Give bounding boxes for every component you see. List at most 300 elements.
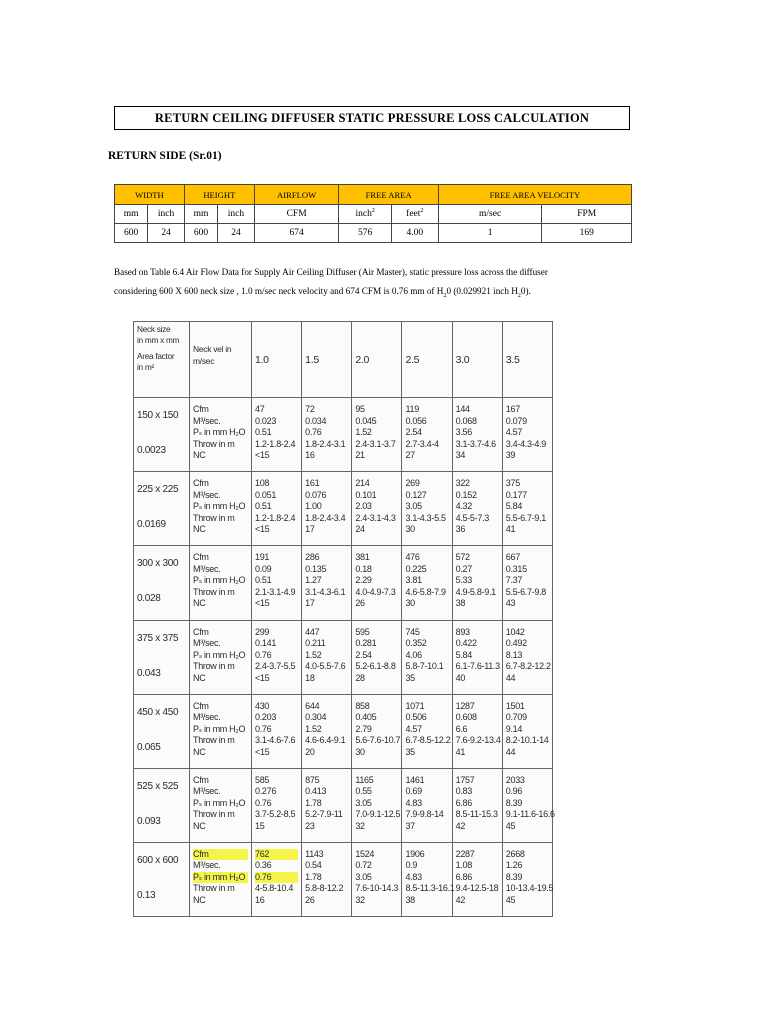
paragraph-line-1: Based on Table 6.4 Air Flow Data for Supply Air Ceiling Diffuser (Air Master), static pressure loss across the diffuser — [114, 267, 548, 277]
calc-value: 24 — [148, 224, 185, 243]
airflow-value: 0.69 — [405, 786, 422, 797]
airflow-value: <15 — [255, 524, 270, 535]
airflow-value: 0.608 — [455, 712, 477, 723]
airflow-value: 0.72 — [355, 860, 372, 871]
airflow-value: 0.709 — [505, 712, 527, 723]
parameter-label: Pₛ in mm H₂O — [193, 501, 246, 512]
airflow-value: 16 — [305, 450, 315, 461]
airflow-value: 35 — [405, 672, 415, 683]
calc-unit: inch — [218, 205, 255, 224]
airflow-value: 0.281 — [355, 638, 377, 648]
airflow-value-cell — [452, 546, 502, 620]
airflow-value: 20 — [305, 746, 315, 757]
airflow-value: 2287 — [455, 848, 475, 859]
airflow-value: 41 — [455, 746, 466, 757]
airflow-value: 430 — [255, 700, 270, 711]
airflow-value: 1.2-1.8-2.4 — [255, 438, 296, 449]
airflow-value: 23 — [305, 820, 315, 831]
airflow-value: 0.177 — [505, 489, 527, 500]
calc-unit: CFM — [254, 205, 339, 224]
airflow-value-cell — [302, 546, 352, 620]
airflow-value-cell — [402, 768, 452, 842]
airflow-value: <15 — [255, 450, 270, 461]
airflow-value: 299 — [255, 626, 270, 637]
airflow-value: 4.57 — [505, 427, 523, 438]
airflow-value: 1906 — [405, 848, 425, 859]
airflow-value: 0.422 — [455, 638, 477, 648]
airflow-value: 3.05 — [405, 501, 422, 512]
airflow-value: 1461 — [405, 774, 425, 785]
parameter-labels-cell — [190, 768, 252, 842]
airflow-value-cell — [502, 842, 552, 916]
airflow-value-cell — [302, 842, 352, 916]
neck-size-value: 600 x 600 — [137, 854, 179, 866]
calc-unit: inch$^2$ — [339, 205, 391, 224]
airflow-value: 15 — [255, 820, 265, 831]
calc-header-free-area-velocity: FREE AREA VELOCITY — [438, 185, 631, 205]
neck-size-value: 150 x 150 — [137, 410, 179, 422]
parameter-label: Cfm — [193, 849, 248, 861]
parameter-labels-cell — [190, 694, 252, 768]
airflow-value: 0.83 — [455, 786, 472, 797]
airflow-value: 0.034 — [305, 415, 327, 426]
airflow-value: 2.29 — [355, 575, 372, 586]
airflow-value-cell — [252, 694, 302, 768]
airflow-value: 0.76 — [255, 872, 298, 884]
airflow-value: 447 — [305, 626, 320, 637]
airflow-value: 17 — [305, 524, 315, 535]
airflow-value: 0.506 — [405, 712, 427, 723]
airflow-value: 37 — [405, 820, 415, 831]
calc-header-airflow: AIRFLOW — [254, 185, 339, 205]
airflow-value: 26 — [305, 894, 315, 905]
airflow-value-cell — [252, 842, 302, 916]
airflow-value: 644 — [305, 700, 320, 711]
neck-size-cell — [134, 546, 190, 620]
calc-value: 600 — [184, 224, 217, 243]
airflow-value: 4.83 — [405, 871, 422, 882]
airflow-value: 0.413 — [305, 786, 327, 797]
airflow-value: 745 — [405, 626, 420, 637]
calc-unit: m/sec — [438, 205, 542, 224]
airflow-value: 0.127 — [405, 489, 427, 500]
airflow-value: 7.9-9.8-14 — [405, 809, 444, 820]
airflow-value-cell — [502, 768, 555, 842]
airflow-value: 3.81 — [405, 575, 422, 586]
airflow-value: 16 — [255, 894, 265, 905]
airflow-value: <15 — [255, 598, 270, 609]
velocity-header: 3.0 — [452, 322, 502, 398]
airflow-value: 2.54 — [405, 427, 422, 438]
airflow-value: 1.2-1.8-2.4 — [255, 512, 296, 523]
parameter-labels-cell — [190, 398, 252, 472]
airflow-value-cell — [302, 398, 352, 472]
airflow-value: 3.7-5.2-8.5 — [255, 809, 296, 820]
airflow-value: 39 — [505, 450, 516, 461]
velocity-header: 1.0 — [252, 322, 302, 398]
airflow-value: 72 — [305, 404, 315, 415]
parameter-label: Throw in m — [193, 512, 235, 523]
airflow-value: 4-5.8-10.4 — [255, 883, 294, 894]
airflow-value: 30 — [355, 746, 365, 757]
airflow-value: 5.33 — [455, 575, 472, 586]
airflow-value-cell — [502, 398, 552, 472]
airflow-value: 6.7-8.5-12.2 — [405, 735, 451, 746]
airflow-value: 4.6-5.8-7.9 — [405, 586, 446, 597]
airflow-value: 2.7-3.4-4 — [405, 438, 439, 449]
airflow-value: 0.405 — [355, 712, 377, 723]
airflow-value: 0.045 — [355, 415, 377, 426]
airflow-value: 167 — [505, 404, 520, 415]
airflow-value: 7.0-9.1-12.5 — [355, 809, 401, 820]
airflow-value: 0.225 — [405, 563, 427, 574]
parameter-label: M³/sec. — [193, 563, 221, 574]
airflow-value: 6.86 — [455, 797, 472, 808]
airflow-value: 1.27 — [305, 575, 322, 586]
airflow-value: 0.51 — [255, 575, 272, 586]
airflow-value: 5.8-7-10.1 — [405, 661, 444, 671]
airflow-value: 476 — [405, 552, 420, 563]
airflow-value: 5.5-6.7-9.8 — [505, 586, 547, 597]
airflow-value: 0.18 — [355, 563, 372, 574]
airflow-value: 28 — [355, 672, 365, 683]
air-flow-data-table — [133, 321, 553, 917]
airflow-value: 44 — [505, 746, 516, 757]
airflow-value: 0.023 — [255, 415, 277, 426]
airflow-value: 322 — [455, 478, 470, 489]
airflow-value-cell — [502, 546, 552, 620]
airflow-value: 595 — [355, 626, 370, 637]
airflow-value-cell — [402, 398, 452, 472]
airflow-value: 585 — [255, 774, 270, 785]
parameter-label: Pₛ in mm H₂O — [193, 649, 246, 660]
airflow-value: 6.7-8.2-12.2 — [505, 661, 551, 671]
airflow-value: 10-13.4-19.5 — [505, 883, 554, 894]
airflow-value: 5.84 — [455, 649, 472, 660]
airflow-value: 32 — [355, 894, 365, 905]
airflow-value: 0.76 — [255, 649, 272, 660]
airflow-value: 1.52 — [305, 723, 322, 734]
airflow-value: 4.5-5-7.3 — [455, 512, 489, 523]
parameter-label: Throw in m — [193, 735, 235, 746]
airflow-value: 7.37 — [505, 575, 523, 586]
airflow-value-cell — [252, 546, 302, 620]
airflow-value: 269 — [405, 478, 420, 489]
area-factor-value: 0.043 — [137, 667, 161, 679]
airflow-value: 9.4-12.5-18 — [455, 883, 499, 894]
airflow-value: 875 — [305, 774, 320, 785]
neck-size-value: 225 x 225 — [137, 484, 179, 496]
airflow-value: 1165 — [355, 774, 374, 785]
velocity-header: 2.0 — [352, 322, 402, 398]
parameter-labels-cell — [190, 620, 252, 694]
parameter-label: M³/sec. — [193, 638, 221, 648]
airflow-value: 0.54 — [305, 860, 322, 871]
airflow-value: 17 — [305, 598, 315, 609]
parameter-labels-cell — [190, 546, 252, 620]
airflow-value: 1.26 — [505, 860, 523, 871]
area-factor-value: 0.0169 — [137, 519, 166, 531]
airflow-value: 8.13 — [505, 649, 523, 660]
velocity-header: 1.5 — [302, 322, 352, 398]
calc-header-height: HEIGHT — [184, 185, 254, 205]
calc-unit: inch — [148, 205, 185, 224]
airflow-value: 3.1-4.6-7.6 — [255, 735, 296, 746]
airflow-value: 1.78 — [305, 871, 322, 882]
airflow-value: 5.2-6.1-8.8 — [355, 661, 396, 671]
ref-header-row — [134, 322, 553, 398]
airflow-value: 0.056 — [405, 415, 427, 426]
airflow-value-cell — [302, 694, 352, 768]
airflow-value: 4.6-6.4-9.1 — [305, 735, 346, 746]
airflow-value-cell — [352, 472, 402, 546]
airflow-value-cell — [352, 398, 402, 472]
airflow-value-cell — [302, 768, 352, 842]
airflow-value: 1.08 — [455, 860, 472, 871]
airflow-value: 1.78 — [305, 797, 322, 808]
neck-size-cell — [134, 472, 190, 546]
parameter-label: NC — [193, 524, 206, 535]
ref-table-row — [134, 842, 553, 916]
airflow-value: 3.4-4.3-4.9 — [505, 438, 547, 449]
airflow-value: 1071 — [405, 700, 425, 711]
airflow-value: 42 — [455, 820, 466, 831]
ref-table-row — [134, 398, 553, 472]
airflow-value: 3.1-4.3-6.1 — [305, 586, 346, 597]
airflow-value: 5.84 — [505, 501, 523, 512]
parameter-label: Throw in m — [193, 883, 235, 894]
parameter-label: Throw in m — [193, 661, 235, 671]
parameter-label: NC — [193, 598, 206, 609]
neck-size-header: Neck size in mm x mm Area factor in m² — [134, 322, 190, 398]
section-heading: RETURN SIDE (Sr.01) — [108, 150, 222, 162]
neck-size-cell — [134, 842, 190, 916]
airflow-value: 108 — [255, 478, 270, 489]
airflow-value: 4.0-5.5-7.6 — [305, 661, 346, 671]
neck-size-cell — [134, 694, 190, 768]
neck-size-value: 375 x 375 — [137, 632, 179, 644]
airflow-value-cell — [252, 768, 302, 842]
airflow-value: 0.76 — [255, 723, 272, 734]
airflow-value: 572 — [455, 552, 470, 563]
airflow-value: 1.00 — [305, 501, 322, 512]
airflow-value: 8.5-11.3-16.1 — [405, 883, 455, 894]
airflow-value: 40 — [455, 672, 466, 683]
airflow-value: 2.1-3.1-4.9 — [255, 586, 296, 597]
airflow-value: 4.06 — [405, 649, 422, 660]
airflow-value: 858 — [355, 700, 370, 711]
airflow-value: 1524 — [355, 848, 375, 859]
calc-value: 600 — [115, 224, 148, 243]
airflow-value: 8.39 — [505, 797, 523, 808]
airflow-value: 34 — [455, 450, 466, 461]
ref-table-row — [134, 694, 553, 768]
airflow-value: 3.1-4.3-5.5 — [405, 512, 446, 523]
neck-size-value: 300 x 300 — [137, 558, 179, 570]
parameter-label: NC — [193, 746, 206, 757]
airflow-value: 2.03 — [355, 501, 372, 512]
airflow-value: 45 — [505, 894, 516, 905]
airflow-value: 0.51 — [255, 501, 272, 512]
airflow-value: 4.0-4.9-7.3 — [355, 586, 396, 597]
paragraph-line-2: considering 600 X 600 neck size , 1.0 m/sec neck velocity and 674 CFM is 0.76 mm of $H_20$ (0.029921 inch $H_20$). — [114, 286, 531, 299]
calc-value: 24 — [218, 224, 255, 243]
airflow-value: 0.076 — [305, 489, 327, 500]
calc-header-width: WIDTH — [115, 185, 185, 205]
airflow-value-cell — [252, 398, 302, 472]
calc-unit: mm — [115, 205, 148, 224]
airflow-value: 7.6-9.2-13.4 — [455, 735, 501, 746]
calc-unit: feet$^2$ — [391, 205, 438, 224]
airflow-value: 286 — [305, 552, 320, 563]
calc-unit-row — [115, 205, 632, 224]
airflow-value-cell — [402, 842, 455, 916]
parameter-label: Pₛ in mm H₂O — [193, 797, 246, 808]
area-factor-value: 0.0023 — [137, 445, 166, 457]
calc-header-free-area: FREE AREA — [339, 185, 438, 205]
ref-table-row — [134, 768, 553, 842]
parameter-label: Cfm — [193, 774, 209, 785]
airflow-value: 0.36 — [255, 860, 272, 871]
parameter-labels-cell — [190, 842, 252, 916]
airflow-value-cell — [352, 768, 402, 842]
calc-value: 674 — [254, 224, 339, 243]
airflow-value: 3.1-3.7-4.6 — [455, 438, 496, 449]
parameter-label: M³/sec. — [193, 415, 221, 426]
airflow-value: 5.2-7.9-11 — [305, 809, 343, 820]
calc-value: 576 — [339, 224, 391, 243]
airflow-value: 0.27 — [455, 563, 472, 574]
airflow-value-cell — [502, 472, 552, 546]
airflow-value-cell — [402, 694, 452, 768]
airflow-value: 2033 — [505, 774, 525, 785]
neck-size-value: 525 x 525 — [137, 780, 179, 792]
airflow-value-cell — [352, 546, 402, 620]
airflow-value: 5.8-8-12.2 — [305, 883, 344, 894]
airflow-value-cell — [252, 620, 302, 694]
parameter-label: Cfm — [193, 700, 209, 711]
airflow-value: 44 — [505, 672, 516, 683]
airflow-value-cell — [502, 694, 552, 768]
calc-value: 169 — [542, 224, 632, 243]
airflow-value: 3.05 — [355, 797, 372, 808]
airflow-value: 0.211 — [305, 638, 326, 648]
airflow-value: 0.051 — [255, 489, 277, 500]
airflow-value: 667 — [505, 552, 520, 563]
airflow-value: 2.54 — [355, 649, 372, 660]
airflow-value: 47 — [255, 404, 265, 415]
velocity-header: 3.5 — [502, 322, 552, 398]
airflow-value: 0.76 — [305, 427, 322, 438]
airflow-value: 9.1-11.6-16.6 — [505, 809, 555, 820]
airflow-value: 30 — [405, 598, 415, 609]
airflow-value: 4.32 — [455, 501, 472, 512]
airflow-value: 2.4-3.7-5.5 — [255, 661, 296, 671]
airflow-value: 0.51 — [255, 427, 272, 438]
airflow-value-cell — [452, 842, 502, 916]
airflow-value: 5.6-7.6-10.7 — [355, 735, 401, 746]
airflow-value: 0.9 — [405, 860, 418, 871]
airflow-value: 3.05 — [355, 871, 372, 882]
airflow-value: <15 — [255, 746, 270, 757]
airflow-value: 6.86 — [455, 871, 472, 882]
airflow-value: 0.141 — [255, 638, 277, 648]
airflow-value-cell — [302, 472, 352, 546]
airflow-value: 1143 — [305, 848, 324, 859]
airflow-value: 0.55 — [355, 786, 372, 797]
airflow-value: 0.079 — [505, 415, 527, 426]
calc-value: 4.00 — [391, 224, 438, 243]
parameter-label: NC — [193, 450, 206, 461]
area-factor-value: 0.065 — [137, 741, 161, 753]
page-title: RETURN CEILING DIFFUSER STATIC PRESSURE LOSS CALCULATION — [114, 106, 630, 130]
airflow-value: 762 — [255, 849, 298, 861]
velocity-header: 2.5 — [402, 322, 452, 398]
airflow-value: 30 — [405, 524, 415, 535]
airflow-value: 1501 — [505, 700, 525, 711]
airflow-value: 0.276 — [255, 786, 277, 797]
parameter-label: Pₛ in mm H₂O — [193, 575, 246, 586]
calc-unit: FPM — [542, 205, 632, 224]
parameter-label: Throw in m — [193, 438, 235, 449]
parameter-label: M³/sec. — [193, 489, 221, 500]
airflow-value-cell — [352, 620, 402, 694]
explanation-paragraph — [114, 263, 674, 306]
airflow-value: 2.4-3.1-3.7 — [355, 438, 396, 449]
ref-table-row — [134, 546, 553, 620]
airflow-value-cell — [402, 472, 452, 546]
airflow-value: 0.152 — [455, 489, 477, 500]
airflow-value: 4.57 — [405, 723, 422, 734]
neck-size-cell — [134, 768, 190, 842]
airflow-value-cell — [252, 472, 302, 546]
airflow-value-cell — [452, 620, 502, 694]
airflow-value: 4.9-5.8-9.1 — [455, 586, 496, 597]
parameter-label: Cfm — [193, 552, 209, 563]
parameter-label: NC — [193, 820, 206, 831]
neck-velocity-header: Neck vel in m/sec — [190, 322, 252, 398]
airflow-value-cell — [302, 620, 352, 694]
parameter-labels-cell — [190, 472, 252, 546]
airflow-value: 0.315 — [505, 563, 527, 574]
airflow-value-cell — [402, 620, 452, 694]
calc-value-row — [115, 224, 632, 243]
parameter-label: M³/sec. — [193, 860, 221, 871]
airflow-value: 1.52 — [355, 427, 372, 438]
calc-group-header-row — [115, 185, 632, 205]
airflow-value: 0.09 — [255, 563, 272, 574]
neck-size-value: 450 x 450 — [137, 706, 179, 718]
airflow-value: 2.4-3.1-4.3 — [355, 512, 396, 523]
airflow-value: 2.79 — [355, 723, 372, 734]
neck-size-cell — [134, 620, 190, 694]
parameter-label: Throw in m — [193, 809, 235, 820]
airflow-value: 38 — [405, 894, 415, 905]
parameter-label: NC — [193, 672, 206, 683]
airflow-value: 41 — [505, 524, 516, 535]
parameter-label: Cfm — [193, 478, 209, 489]
airflow-value: 3.56 — [455, 427, 472, 438]
airflow-value-cell — [452, 694, 502, 768]
airflow-value: 32 — [355, 820, 365, 831]
airflow-value: 8.39 — [505, 871, 523, 882]
airflow-value-cell — [352, 842, 402, 916]
airflow-value: 0.068 — [455, 415, 477, 426]
airflow-value-cell — [352, 694, 402, 768]
parameter-label: M³/sec. — [193, 712, 221, 723]
airflow-value: 7.6-10-14.3 — [355, 883, 399, 894]
airflow-value: 9.14 — [505, 723, 523, 734]
